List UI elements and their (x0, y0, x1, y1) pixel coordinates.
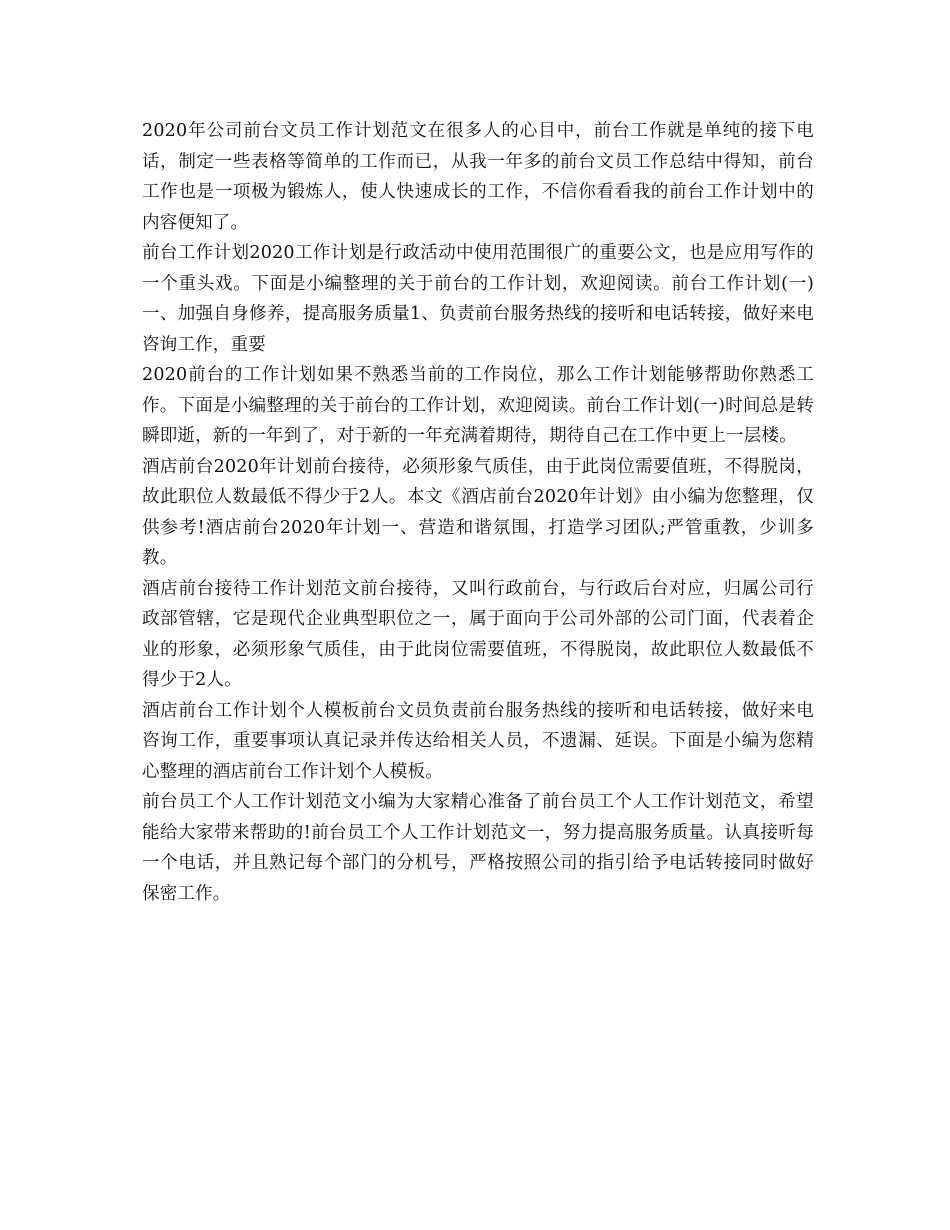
paragraph-1: 2020年公司前台文员工作计划范文在很多人的心目中，前台工作就是单纯的接下电话，制定一些表格等简单的工作而已，从我一年多的前台文员工作总结中得知，前台工作也是一项极为锻炼人，使人快速成长的工作，不信你看看我的前台工作计划中的内容便知了。 (142, 121, 814, 233)
document-body (142, 116, 814, 909)
paragraph-5: 酒店前台接待工作计划范文前台接待，又叫行政前台，与行政后台对应，归属公司行政部管辖，它是现代企业典型职位之一，属于面向于公司外部的公司门面，代表着企业的形象，必须形象气质佳，由于此岗位需要值班，不得脱岗，故此职位人数最低不得少于2人。 (142, 578, 814, 690)
paragraph-6: 酒店前台工作计划个人模板前台文员负责前台服务热线的接听和电话转接，做好来电咨询工作，重要事项认真记录并传达给相关人员，不遗漏、延误。下面是小编为您精心整理的酒店前台工作计划个人模板。 (142, 700, 814, 782)
paragraph-7: 前台员工个人工作计划范文小编为大家精心准备了前台员工个人工作计划范文，希望能给大家带来帮助的!前台员工个人工作计划范文一，努力提高服务质量。认真接听每一个电话，并且熟记每个部门的分机号，严格按照公司的指引给予电话转接同时做好保密工作。 (142, 792, 814, 904)
paragraph-3: 2020前台的工作计划如果不熟悉当前的工作岗位，那么工作计划能够帮助你熟悉工作。下面是小编整理的关于前台的工作计划，欢迎阅读。前台工作计划(一)时间总是转瞬即逝，新的一年到了，对于新的一年充满着期待，期待自己在工作中更上一层楼。 (142, 365, 814, 446)
paragraph-4: 酒店前台2020年计划前台接待，必须形象气质佳，由于此岗位需要值班，不得脱岗，故此职位人数最低不得少于2人。本文《酒店前台2020年计划》由小编为您整理，仅供参考!酒店前台2020年计划一、营造和谐氛围，打造学习团队;严管重教，少训多教。 (142, 456, 814, 568)
paragraph-2: 前台工作计划2020工作计划是行政活动中使用范围很广的重要公文，也是应用写作的一个重头戏。下面是小编整理的关于前台的工作计划，欢迎阅读。前台工作计划(一)一、加强自身修养，提高服务质量1、负责前台服务热线的接听和电话转接，做好来电咨询工作，重要 (142, 243, 814, 355)
